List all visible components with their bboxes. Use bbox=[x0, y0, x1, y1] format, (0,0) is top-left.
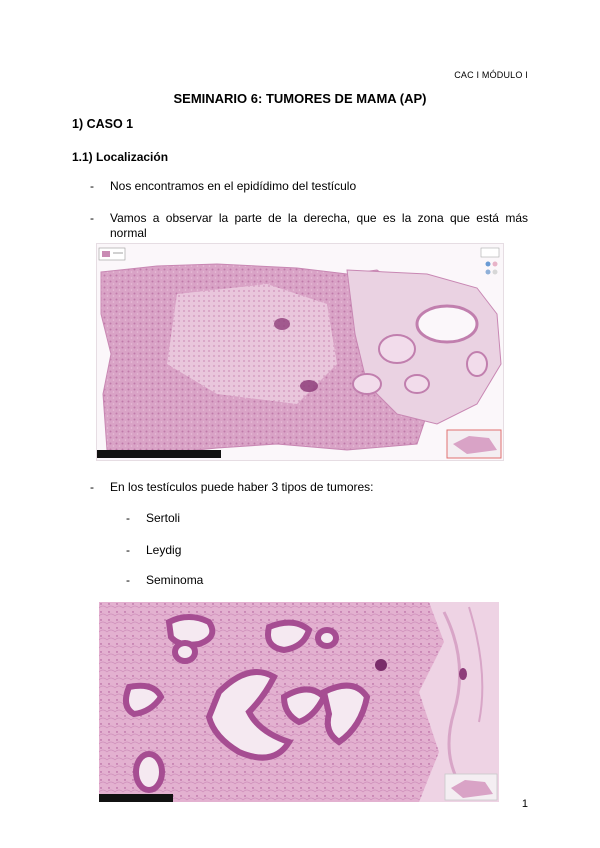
section-heading: 1) CASO 1 bbox=[72, 117, 134, 131]
bullet-text: Nos encontramos en el epidídimo del testículo bbox=[110, 179, 357, 193]
sub-bullet-text: Seminoma bbox=[146, 573, 204, 587]
tissue-section-svg bbox=[97, 244, 503, 460]
tubules-svg bbox=[99, 602, 499, 802]
bullet-dash: - bbox=[126, 543, 130, 557]
bullet-dash: - bbox=[90, 179, 94, 193]
bullet-dash: - bbox=[90, 211, 94, 225]
bullet-text: En los testículos puede haber 3 tipos de tumores: bbox=[110, 480, 374, 494]
subsection-heading: 1.1) Localización bbox=[72, 150, 169, 164]
bullet-dash: - bbox=[126, 511, 130, 525]
bullet-item bbox=[90, 179, 530, 195]
document-title: SEMINARIO 6: TUMORES DE MAMA (AP) bbox=[173, 91, 427, 106]
sub-bullet-item bbox=[126, 511, 426, 527]
histology-image-epididymis-overview bbox=[96, 243, 504, 461]
bullet-dash: - bbox=[126, 573, 130, 587]
sub-bullet-text: Leydig bbox=[146, 543, 182, 557]
bullet-text-line2: normal bbox=[110, 226, 147, 240]
bullet-text-line1: Vamos a observar la parte de la derecha, que es la zona que está más bbox=[110, 211, 528, 225]
histology-image-epididymis-tubules bbox=[99, 602, 499, 802]
bullet-item bbox=[90, 480, 530, 496]
sub-bullet-item bbox=[126, 543, 426, 559]
bullet-item bbox=[90, 211, 530, 243]
sub-bullet-text: Sertoli bbox=[146, 511, 181, 525]
sub-bullet-item bbox=[126, 573, 426, 589]
bullet-dash: - bbox=[90, 480, 94, 494]
page-number: 1 bbox=[521, 798, 528, 810]
document-header-label: CAC I MÓDULO I bbox=[454, 70, 528, 80]
